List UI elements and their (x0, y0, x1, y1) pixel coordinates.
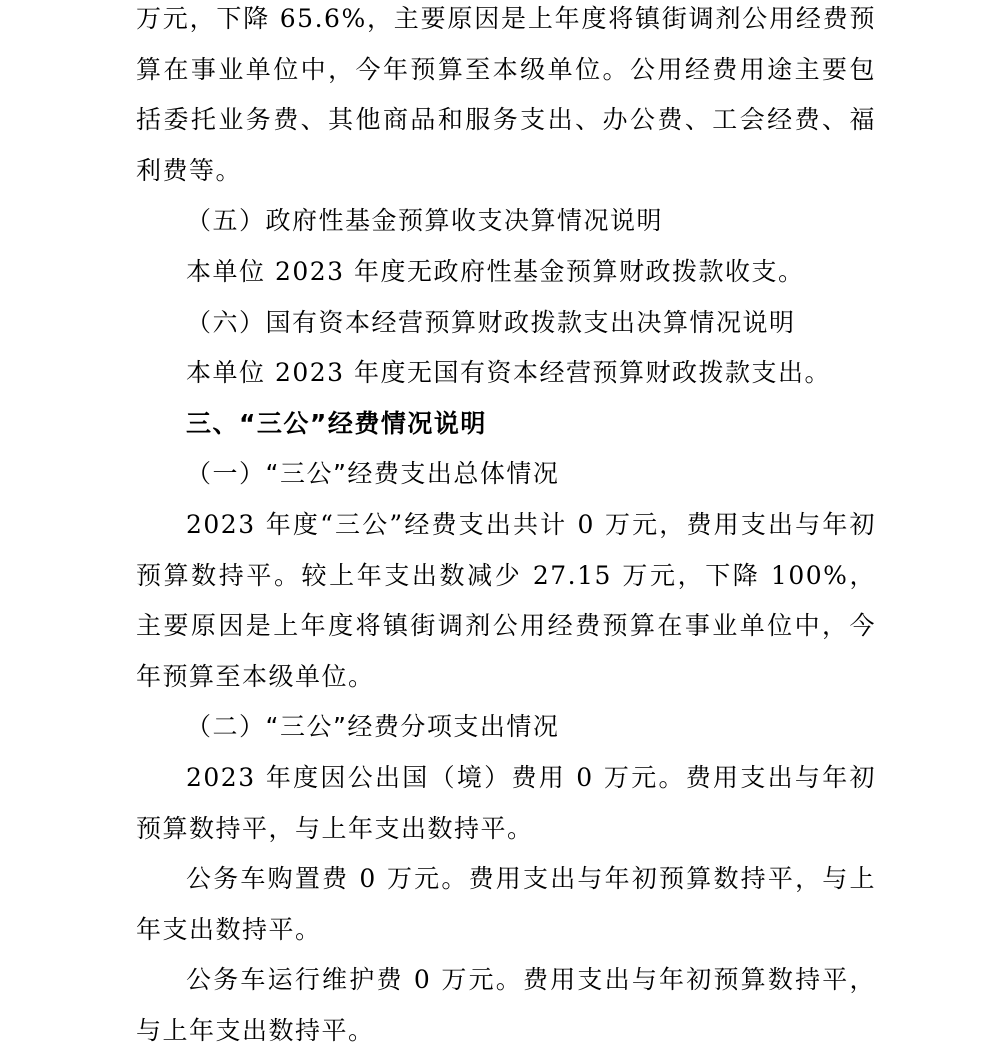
heading-itemized-expenses: （二）“三公”经费分项支出情况 (186, 712, 560, 742)
heading-state-capital-budget: （六）国有资本经营预算财政拨款支出决算情况说明 (186, 307, 796, 337)
paragraph-overall-expenses: 2023 年度“三公”经费支出共计 0 万元，费用支出与年初预算数持平。较上年支出数减少 27.15 万元，下降 100%，主要原因是上年度将镇街调剂公用经费预算在事业单位中，今年预算至本级单位。 (136, 509, 876, 691)
paragraph-vehicle-purchase: 公务车购置费 0 万元。费用支出与年初预算数持平，与上年支出数持平。 (136, 864, 876, 944)
document-page (136, 0, 876, 1045)
heading-gov-fund-budget: （五）政府性基金预算收支决算情况说明 (186, 206, 664, 236)
paragraph-gov-fund-budget: 本单位 2023 年度无政府性基金预算财政拨款收支。 (186, 256, 805, 286)
heading-three-public-expenses: 三、“三公”经费情况说明 (186, 408, 487, 438)
heading-overall-expenses: （一）“三公”经费支出总体情况 (186, 459, 560, 489)
paragraph-overseas-travel: 2023 年度因公出国（境）费用 0 万元。费用支出与年初预算数持平，与上年支出数持平。 (136, 762, 876, 843)
paragraph-public-funds-usage: 万元，下降 65.6%，主要原因是上年度将镇街调剂公用经费预算在事业单位中，今年预算至本级单位。公用经费用途主要包括委托业务费、其他商品和服务支出、办公费、工会经费、福利费等。 (136, 4, 876, 185)
paragraph-state-capital-budget: 本单位 2023 年度无国有资本经营预算财政拨款支出。 (186, 358, 832, 388)
paragraph-vehicle-maintenance: 公务车运行维护费 0 万元。费用支出与年初预算数持平，与上年支出数持平。 (136, 965, 876, 1045)
